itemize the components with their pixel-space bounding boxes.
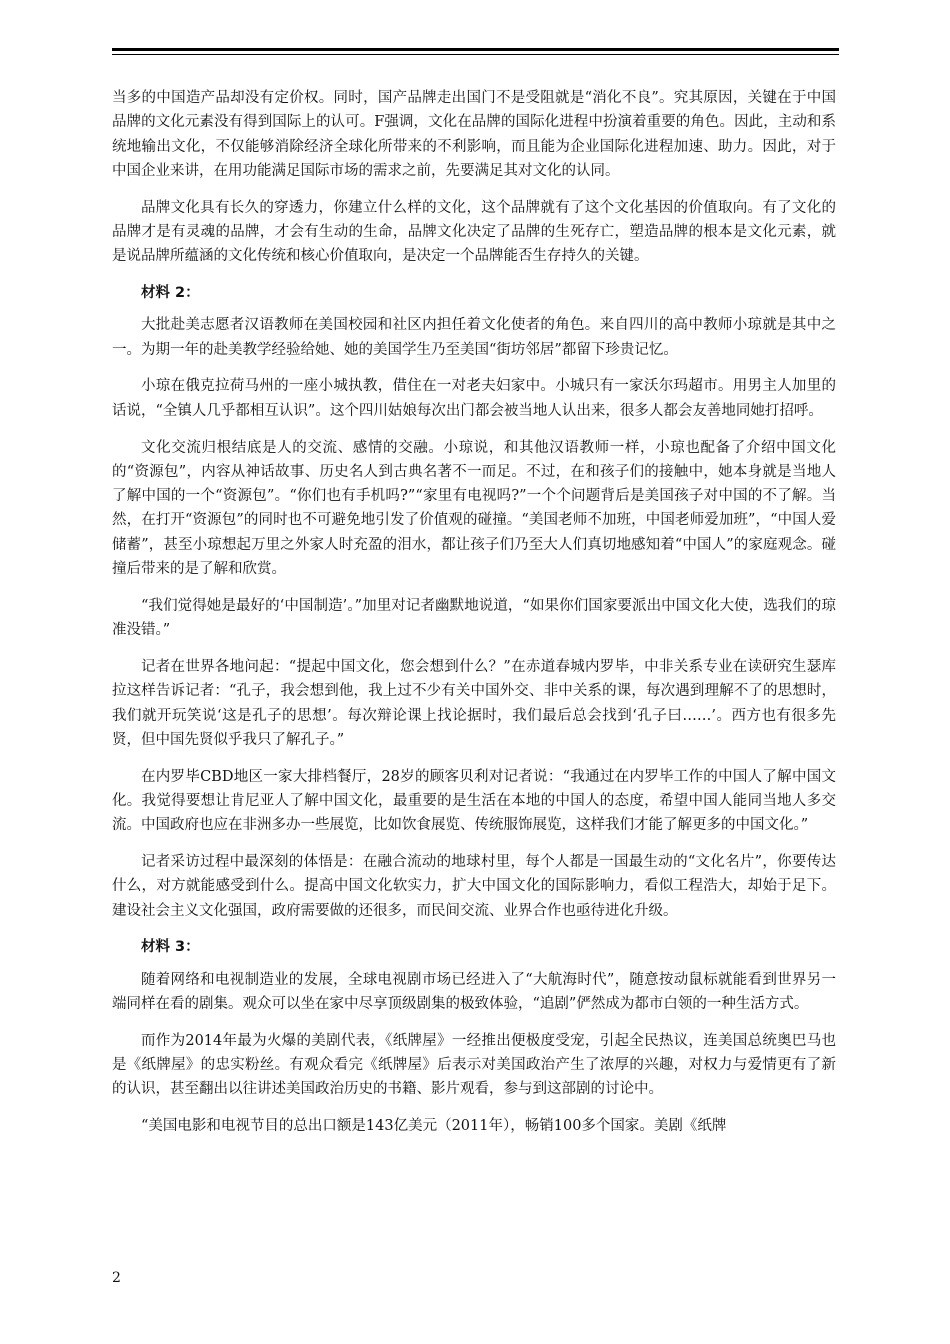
material-2-paragraph-3: 文化交流归根结底是人的交流、感情的交融。小琼说，和其他汉语教师一样，小琼也配备了介绍中国文化的“资源包”，内容从神话故事、历史名人到古典名著不一而足。不过，在和孩子们的接触中，她本身就是当地人了解中国的一个“资源包”。“你们也有手机吗?”“家里有电视吗?”一个个问题背后是美国孩子对中国的不了解。当然，在打开“资源包”的同时也不可避免地引发了价值观的碰撞。“美国老师不加班，中国老师爱加班”，“中国人爱储蓄”，甚至小琼想起万里之外家人时充盈的泪水，都让孩子们乃至大人们真切地感知着“中国人”的家庭观念。碰撞后带来的是了解和欣赏。	[112, 439, 836, 578]
material-3-paragraph-2: 而作为2014年最为火爆的美剧代表，《纸牌屋》一经推出便极度受宠，引起全民热议，连美国总统奥巴马也是《纸牌屋》的忠实粉丝。有观众看完《纸牌屋》后表示对美国政治产生了浓厚的兴趣，对权力与爱情更有了新的认识，甚至翻出以往讲述美国政治历史的书籍、影片观看，参与到这部剧的讨论中。	[112, 1032, 836, 1098]
material-2-paragraph-7: 记者采访过程中最深刻的体悟是：在融合流动的地球村里，每个人都是一国最生动的“文化名片”，你要传达什么，对方就能感受到什么。提高中国文化软实力，扩大中国文化的国际影响力，看似工程浩大，却始于足下。建设社会主义文化强国，政府需要做的还很多，而民间交流、业界合作也亟待进化升级。	[112, 854, 836, 919]
material-2-paragraph-4: “我们觉得她是最好的‘中国制造’。”加里对记者幽默地说道，“如果你们国家要派出中国文化大使，选我们的琼准没错。”	[112, 597, 836, 639]
material-2-paragraph-5: 记者在世界各地问起：“提起中国文化，您会想到什么？”在赤道春城内罗毕，中非关系专业在读研究生瑟库拉这样告诉记者：“孔子，我会想到他，我上过不少有关中国外交、非中关系的课，每次遇到理解不了的思想时，我们就开玩笑说‘这是孔子的思想’。每次辩论课上找论据时，我们最后总会找到‘孔子曰……’。西方也有很多先贤，但中国先贤似乎我只了解孔子。”	[112, 658, 836, 748]
material-3-paragraph-3: “美国电影和电视节目的总出口额是143亿美元（2011年），畅销100多个国家。美剧《纸牌	[141, 1118, 727, 1135]
intro-paragraph-1: 当多的中国造产品却没有定价权。同时，国产品牌走出国门不是受阻就是“消化不良”。究其原因，关键在于中国品牌的文化元素没有得到国际上的认可。F强调，文化在品牌的国际化进程中扮演着重要的角色。因此，主动和系统地输出文化，不仅能够消除经济全球化所带来的不利影响，而且能为企业国际化进程加速、助力。因此，对于中国企业来讲，在用功能满足国际市场的需求之前，先要满足其对文化的认同。	[112, 90, 836, 179]
document-body	[112, 86, 836, 1151]
material-3-paragraph-1: 随着网络和电视制造业的发展，全球电视剧市场已经进入了“大航海时代”，随意按动鼠标就能看到世界另一端同样在看的剧集。观众可以坐在家中尽享顶级剧集的极致体验，“追剧”俨然成为都市白领的一种生活方式。	[112, 971, 836, 1012]
page-number: 2	[112, 1270, 121, 1286]
material-2-heading: 材料 2：	[141, 285, 200, 302]
header-rule-thin	[112, 54, 839, 55]
material-2-paragraph-1: 大批赴美志愿者汉语教师在美国校园和社区内担任着文化使者的角色。来自四川的高中教师小琼就是其中之一。为期一年的赴美教学经验给她、她的美国学生乃至美国“街坊邻居”都留下珍贵记忆。	[112, 317, 836, 358]
intro-paragraph-2: 品牌文化具有长久的穿透力，你建立什么样的文化，这个品牌就有了这个文化基因的价值取向。有了文化的品牌才是有灵魂的品牌，才会有生动的生命，品牌文化决定了品牌的生死存亡，塑造品牌的根本是文化元素，就是说品牌所蕴涵的文化传统和核心价值取向，是决定一个品牌能否生存持久的关键。	[112, 199, 836, 265]
material-3-heading: 材料 3：	[141, 939, 200, 956]
material-2-paragraph-6: 在内罗毕CBD地区一家大排档餐厅，28岁的顾客贝利对记者说：“我通过在内罗毕工作的中国人了解中国文化。我觉得要想让肯尼亚人了解中国文化，最重要的是生活在本地的中国人的态度，希望中国人能同当地人多交流。中国政府也应在非洲多办一些展览，比如饮食展览、传统服饰展览，这样我们才能了解更多的中国文化。”	[112, 768, 836, 834]
header-rule-thick	[112, 48, 839, 51]
material-2-paragraph-2: 小琼在俄克拉荷马州的一座小城执教，借住在一对老夫妇家中。小城只有一家沃尔玛超市。用男主人加里的话说，“全镇人几乎都相互认识”。这个四川姑娘每次出门都会被当地人认出来，很多人都会友善地同她打招呼。	[112, 378, 836, 419]
